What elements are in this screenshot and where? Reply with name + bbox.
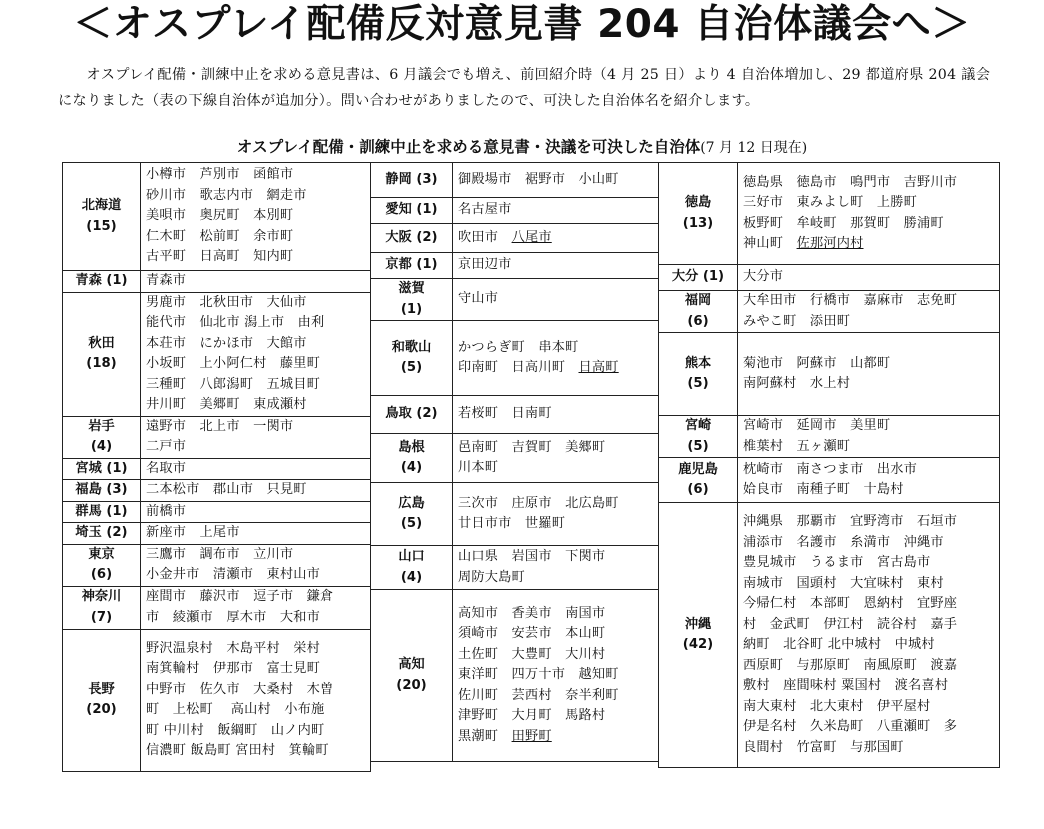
- table-row: [63, 629, 371, 771]
- table-row: [371, 279, 659, 321]
- table-row: [659, 416, 1000, 458]
- table-body-3: [659, 163, 1000, 768]
- municipality-table-2: [370, 162, 659, 762]
- municipality-list: 菊池市 阿蘇市 山都町 南阿蘇村 水上村: [743, 355, 891, 391]
- prefecture-count: (5): [400, 360, 423, 375]
- intro-paragraph: オスプレイ配備・訓練中止を求める意見書は、6 月議会でも増え、前回紹介時（4 月 25 日）より 4 自治体増加し、29 都道府県 204 議会になりました（表の下線自治体が追加分）。問い合わせがありましたので、可決した自治体名を紹介します。: [58, 67, 991, 109]
- table-row: [659, 333, 1000, 416]
- prefecture-count: (2): [106, 525, 128, 540]
- prefecture-name: 滋賀: [398, 281, 425, 296]
- prefecture-name: 高知: [398, 657, 425, 672]
- prefecture-count: (6): [687, 313, 709, 329]
- prefecture-count: (6): [90, 567, 113, 582]
- prefecture-name: 宮崎: [684, 418, 712, 433]
- municipalities-cell: [141, 586, 371, 629]
- prefecture-count: (13): [682, 215, 714, 231]
- prefecture-count: (6): [687, 482, 709, 497]
- municipalities-cell: [141, 458, 371, 480]
- table-column-3: [658, 162, 1000, 768]
- table-row: [659, 265, 1000, 291]
- prefecture-cell: [63, 629, 141, 771]
- prefecture-count: (2): [416, 229, 438, 245]
- prefecture-count: (15): [86, 218, 117, 234]
- prefecture-cell: [659, 163, 738, 265]
- table-row: [659, 291, 1000, 333]
- prefecture-count: (2): [416, 406, 438, 422]
- table-row: [659, 458, 1000, 503]
- prefecture-count: (4): [400, 569, 423, 585]
- municipality-list: 守山市: [458, 291, 499, 307]
- table-row: [371, 546, 659, 590]
- municipalities-cell: [453, 396, 659, 434]
- municipalities-cell: [141, 544, 371, 586]
- municipality-list: かつらぎ町 串本町 印南町 日高川町: [458, 339, 579, 375]
- municipality-list: 京田辺市: [458, 257, 512, 273]
- table-row: [63, 544, 371, 586]
- prefecture-cell: [659, 265, 738, 291]
- prefecture-cell: [659, 333, 738, 416]
- prefecture-cell: [371, 434, 453, 483]
- table-row: [659, 163, 1000, 265]
- prefecture-cell: [659, 458, 738, 503]
- prefecture-name: 福島: [75, 482, 102, 497]
- municipality-list: 御殿場市 裾野市 小山町: [458, 171, 619, 187]
- prefecture-count: (4): [400, 460, 423, 475]
- added-municipality: 田野町: [511, 728, 552, 744]
- page-title: ＜オスプレイ配備反対意見書 204 自治体議会へ＞: [73, 2, 971, 47]
- municipality-list: 座間市 藤沢市 逗子市 鎌倉 市 綾瀬市 厚木市 大和市: [146, 589, 334, 625]
- prefecture-name: 東京: [88, 546, 115, 562]
- municipality-list: 野沢温泉村 木島平村 栄村 南箕輪村 伊那市 富士見町 中野市 佐久市 大桑村 木曽 町 上松町 高山村 小布施 町 中川村 飯綱町 山ノ内町 信濃町 飯島町 宮田村 箕輪町: [146, 640, 334, 758]
- prefecture-cell: [63, 271, 141, 293]
- municipality-list: 大牟田市 行橋市 嘉麻市 志免町 みやこ町 添田町: [743, 293, 958, 329]
- table-row: [371, 224, 659, 253]
- table-column-2: [370, 162, 659, 762]
- prefecture-count: (4): [90, 439, 113, 454]
- municipalities-cell: [738, 503, 1000, 768]
- table-row: [63, 292, 371, 416]
- table-body-1: [63, 163, 371, 772]
- prefecture-name: 山口: [398, 549, 425, 564]
- prefecture-cell: [371, 198, 453, 224]
- prefecture-cell: [371, 224, 453, 253]
- table-column-1: [62, 162, 371, 772]
- prefecture-count: (5): [400, 516, 423, 531]
- table-row: [63, 416, 371, 458]
- prefecture-name: 京都: [385, 257, 412, 273]
- municipalities-cell: [141, 271, 371, 293]
- prefecture-name: 群馬: [75, 503, 102, 519]
- municipalities-cell: [141, 163, 371, 271]
- municipalities-cell: [141, 416, 371, 458]
- prefecture-name: 徳島: [684, 195, 712, 210]
- prefecture-count: (1): [106, 460, 128, 476]
- prefecture-name: 秋田: [88, 335, 115, 351]
- prefecture-cell: [371, 279, 453, 321]
- prefecture-cell: [371, 483, 453, 546]
- prefecture-cell: [371, 321, 453, 396]
- prefecture-cell: [63, 163, 141, 271]
- municipality-list: 大分市: [743, 269, 784, 285]
- prefecture-name: 大阪: [385, 229, 412, 245]
- municipalities-cell: [453, 253, 659, 279]
- prefecture-name: 北海道: [81, 198, 122, 213]
- added-municipality: 日高町: [578, 360, 619, 375]
- prefecture-cell: [371, 546, 453, 590]
- municipality-list: 遠野市 北上市 一関市 二戸市: [146, 418, 294, 454]
- table-row: [371, 396, 659, 434]
- prefecture-name: 鳥取: [385, 406, 412, 422]
- prefecture-cell: [659, 503, 738, 768]
- prefecture-name: 青森: [75, 273, 102, 288]
- municipality-list: 青森市: [146, 273, 187, 288]
- table-caption: [0, 136, 1044, 159]
- prefecture-name: 沖縄: [684, 616, 712, 632]
- municipality-list: 二本松市 郡山市 只見町: [146, 482, 307, 497]
- prefecture-count: (7): [90, 609, 113, 625]
- municipalities-cell: [453, 483, 659, 546]
- table-date: (7 月 12 日現在): [700, 140, 808, 156]
- prefecture-cell: [63, 501, 141, 523]
- added-municipality: 佐那河内村: [796, 236, 864, 251]
- table-row: [63, 458, 371, 480]
- prefecture-cell: [63, 480, 141, 502]
- prefecture-cell: [63, 523, 141, 545]
- table-row: [371, 483, 659, 546]
- prefecture-name: 大分: [671, 269, 699, 285]
- municipality-list: 高知市 香美市 南国市 須崎市 安芸市 本山町 土佐町 大豊町 大川村 東洋町 四万十市 越知町 佐川町 芸西村 奈半利町 津野町 大月町 馬路村 黒潮町: [458, 605, 619, 744]
- table-row: [63, 586, 371, 629]
- municipality-list: 枕崎市 南さつま市 出水市 姶良市 南種子町 十島村: [743, 461, 918, 497]
- municipality-list: 名取市: [146, 460, 187, 476]
- prefecture-name: 和歌山: [391, 339, 432, 355]
- prefecture-count: (1): [416, 202, 438, 218]
- municipalities-cell: [738, 163, 1000, 265]
- municipalities-cell: [453, 434, 659, 483]
- prefecture-cell: [63, 416, 141, 458]
- prefecture-count: (1): [106, 503, 128, 519]
- prefecture-name: 長野: [88, 681, 115, 697]
- municipalities-cell: [141, 501, 371, 523]
- table-row: [63, 271, 371, 293]
- added-municipality: 八尾市: [511, 229, 552, 245]
- municipality-list: 小樽市 芦別市 函館市 砂川市 歌志内市 網走市 美唄市 奥尻町 本別町 仁木町 松前町 余市町 古平町 日高町 知内町: [146, 167, 307, 265]
- table-row: [371, 163, 659, 198]
- municipalities-cell: [453, 163, 659, 198]
- municipality-list: 三鷹市 調布市 立川市 小金井市 清瀬市 東村山市: [146, 546, 321, 582]
- prefecture-count: (1): [416, 257, 438, 273]
- municipalities-cell: [141, 523, 371, 545]
- prefecture-count: (3): [106, 482, 128, 497]
- prefecture-name: 福岡: [684, 293, 712, 308]
- municipalities-cell: [453, 546, 659, 590]
- table-row: [371, 590, 659, 762]
- table-row: [659, 503, 1000, 768]
- municipality-list: 徳島県 徳島市 鳴門市 吉野川市 三好市 東みよし町 上勝町 板野町 牟岐町 那賀町 勝浦町 神山町: [743, 174, 958, 251]
- municipality-list: 沖縄県 那覇市 宜野湾市 石垣市 浦添市 名護市 糸満市 沖縄市 豊見城市 うるま市 宮古島市 南城市 国頭村 大宜味村 東村 今帰仁村 本部町 恩納村 宜野座 村 金武町 伊江村 読谷村 嘉手 納町 北谷町 北中城村 中城村 西原町 与那原町 南風原町 渡嘉 敷村 座間味村 粟国村 渡名喜村 南大東村 北大東村 伊平屋村 伊是名村 久米島町 八重瀬町 多 良間村 竹富町 与那国町: [743, 514, 958, 755]
- municipalities-cell: [141, 480, 371, 502]
- prefecture-count: (5): [687, 438, 709, 454]
- municipalities-cell: [738, 265, 1000, 291]
- prefecture-name: 埼玉: [75, 525, 102, 540]
- municipality-list: 前橋市: [146, 503, 187, 519]
- prefecture-count: (1): [106, 273, 128, 288]
- table-row: [63, 501, 371, 523]
- municipalities-cell: [453, 279, 659, 321]
- municipality-list: 吹田市: [458, 229, 512, 245]
- prefecture-cell: [371, 163, 453, 198]
- municipality-list: 新座市 上尾市: [146, 525, 240, 540]
- prefecture-count: (18): [86, 356, 117, 371]
- prefecture-name: 広島: [398, 495, 425, 511]
- prefecture-count: (5): [687, 376, 709, 391]
- prefecture-cell: [63, 458, 141, 480]
- table-row: [63, 480, 371, 502]
- municipalities-cell: [453, 321, 659, 396]
- prefecture-cell: [371, 396, 453, 434]
- prefecture-count: (1): [702, 269, 725, 285]
- table-row: [371, 253, 659, 279]
- municipalities-cell: [738, 416, 1000, 458]
- table-caption-text: オスプレイ配備・訓練中止を求める意見書・決議を可決した自治体: [236, 138, 701, 156]
- municipalities-cell: [141, 292, 371, 416]
- prefecture-name: 神奈川: [81, 589, 122, 604]
- municipality-table-1: [62, 162, 371, 772]
- table-body-2: [371, 163, 659, 762]
- table-row: [371, 434, 659, 483]
- prefecture-cell: [63, 544, 141, 586]
- prefecture-name: 鹿児島: [678, 461, 718, 477]
- table-row: [371, 198, 659, 224]
- municipality-list: 山口県 岩国市 下関市 周防大島町: [458, 549, 606, 585]
- prefecture-cell: [659, 416, 738, 458]
- prefecture-count: (20): [396, 677, 427, 693]
- prefecture-cell: [63, 292, 141, 416]
- prefecture-cell: [63, 586, 141, 629]
- municipality-list: 三次市 庄原市 北広島町 廿日市市 世羅町: [458, 495, 619, 531]
- prefecture-name: 静岡: [385, 171, 412, 187]
- prefecture-count: (1): [400, 301, 423, 317]
- table-row: [371, 321, 659, 396]
- municipalities-cell: [738, 333, 1000, 416]
- prefecture-name: 宮城: [75, 460, 102, 476]
- municipalities-cell: [141, 629, 371, 771]
- prefecture-count: (20): [86, 702, 117, 717]
- municipality-list: 宮崎市 延岡市 美里町 椎葉村 五ヶ瀬町: [743, 418, 891, 454]
- municipalities-cell: [738, 458, 1000, 503]
- municipality-list: 名古屋市: [458, 202, 512, 218]
- municipalities-cell: [453, 590, 659, 762]
- municipalities-cell: [453, 224, 659, 253]
- prefecture-name: 熊本: [684, 355, 712, 371]
- prefecture-name: 岩手: [88, 418, 115, 434]
- municipality-list: 若桜町 日南町: [458, 406, 552, 422]
- municipalities-cell: [738, 291, 1000, 333]
- municipalities-cell: [453, 198, 659, 224]
- prefecture-cell: [371, 253, 453, 279]
- table-row: [63, 523, 371, 545]
- municipality-list: 邑南町 吉賀町 美郷町 川本町: [458, 439, 606, 475]
- prefecture-name: 愛知: [385, 202, 412, 218]
- prefecture-cell: [371, 590, 453, 762]
- prefecture-name: 島根: [398, 439, 425, 455]
- prefecture-count: (3): [416, 171, 438, 187]
- municipality-table-3: [658, 162, 1000, 768]
- prefecture-count: (42): [682, 637, 714, 652]
- table-row: [63, 163, 371, 271]
- prefecture-cell: [659, 291, 738, 333]
- municipality-list: 男鹿市 北秋田市 大仙市 能代市 仙北市 潟上市 由利 本荘市 にかほ市 大館市 小坂町 上小阿仁村 藤里町 三種町 八郎潟町 五城目町 井川町 美郷町 東成瀬村: [146, 294, 325, 412]
